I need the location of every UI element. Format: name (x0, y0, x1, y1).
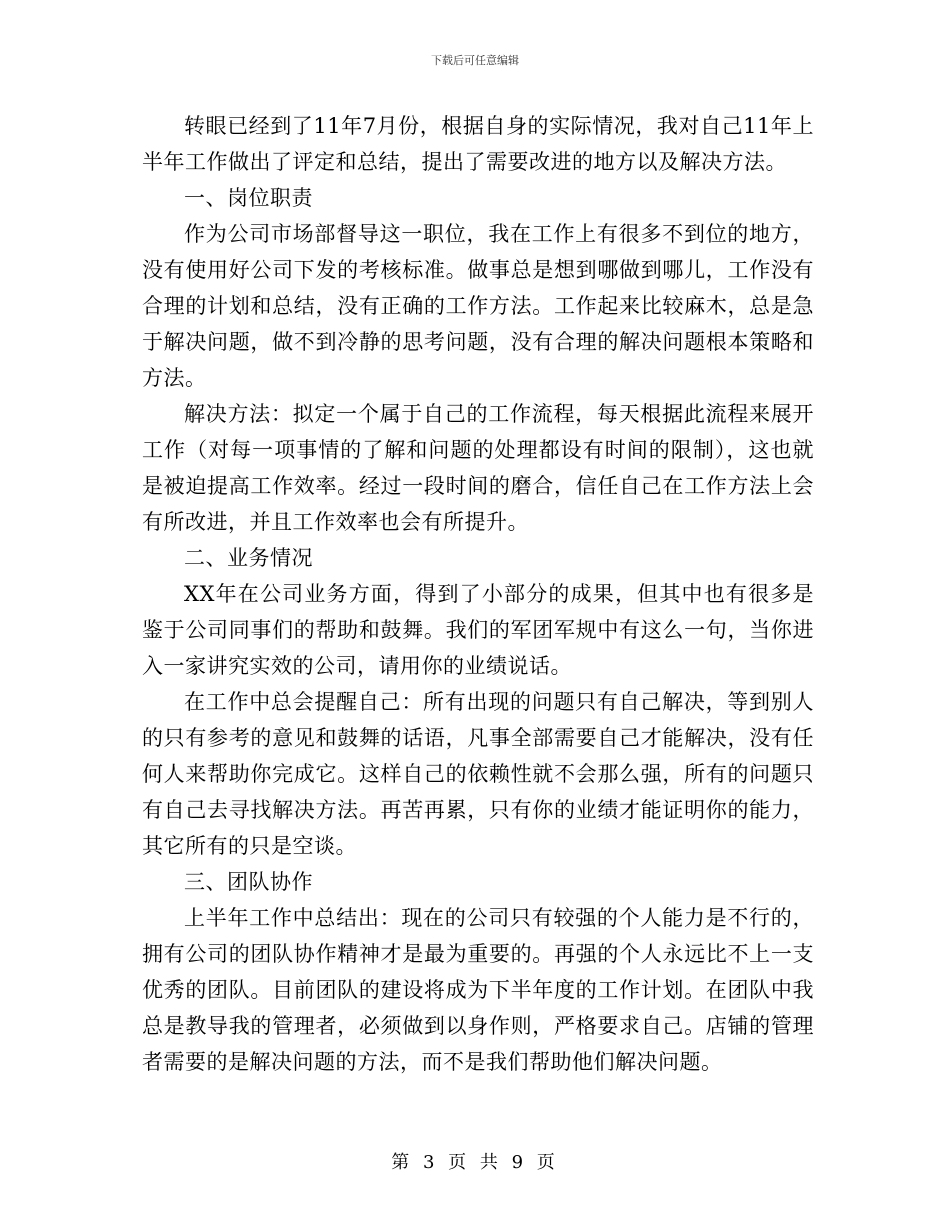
paragraph: 作为公司市场部督导这一职位，我在工作上有很多不到位的地方，没有使用好公司下发的考核标准。做事总是想到哪做到哪儿，工作没有合理的计划和总结，没有正确的工作方法。工作起来比较麻木，总是急于解决问题，做不到冷静的思考问题，没有合理的解决问题根本策略和方法。 (142, 222, 814, 390)
paragraph: 上半年工作中总结出：现在的公司只有较强的个人能力是不行的，拥有公司的团队协作精神才是最为重要的。再强的个人永远比不上一支优秀的团队。目前团队的建设将成为下半年度的工作计划。在团队中我总是教导我的管理者，必须做到以身作则，严格要求自己。店铺的管理者需要的是解决问题的方法，而不是我们帮助他们解决问题。 (142, 906, 814, 1074)
paragraph: 解决方法：拟定一个属于自己的工作流程，每天根据此流程来展开工作（对每一项事情的了解和问题的处理都设有时间的限制），这也就是被迫提高工作效率。经过一段时间的磨合，信任自己在工作方法上会有所改进，并且工作效率也会有所提升。 (142, 402, 814, 534)
section-heading-1: 一、岗位职责 (184, 186, 313, 210)
page-header: 下载后可任意编辑 (431, 54, 519, 67)
paragraph: 在工作中总会提醒自己：所有出现的问题只有自己解决，等到别人的只有参考的意见和鼓舞的话语，凡事全部需要自己才能解决，没有任何人来帮助你完成它。这样自己的依赖性就不会那么强，所有的问题只有自己去寻找解决方法。再苦再累，只有你的业绩才能证明你的能力，其它所有的只是空谈。 (142, 690, 814, 858)
section-heading-2: 二、业务情况 (184, 546, 313, 570)
paragraph-intro: 转眼已经到了11年7月份，根据自身的实际情况，我对自己11年上半年工作做出了评定和总结，提出了需要改进的地方以及解决方法。 (142, 114, 814, 174)
page-number-footer: 第 3 页 共 9 页 (391, 1152, 559, 1173)
section-heading-3: 三、团队协作 (184, 870, 313, 894)
document-body (142, 108, 814, 1080)
paragraph: XX年在公司业务方面，得到了小部分的成果，但其中也有很多是鉴于公司同事们的帮助和鼓舞。我们的军团军规中有这么一句，当你进入一家讲究实效的公司，请用你的业绩说话。 (142, 582, 814, 678)
